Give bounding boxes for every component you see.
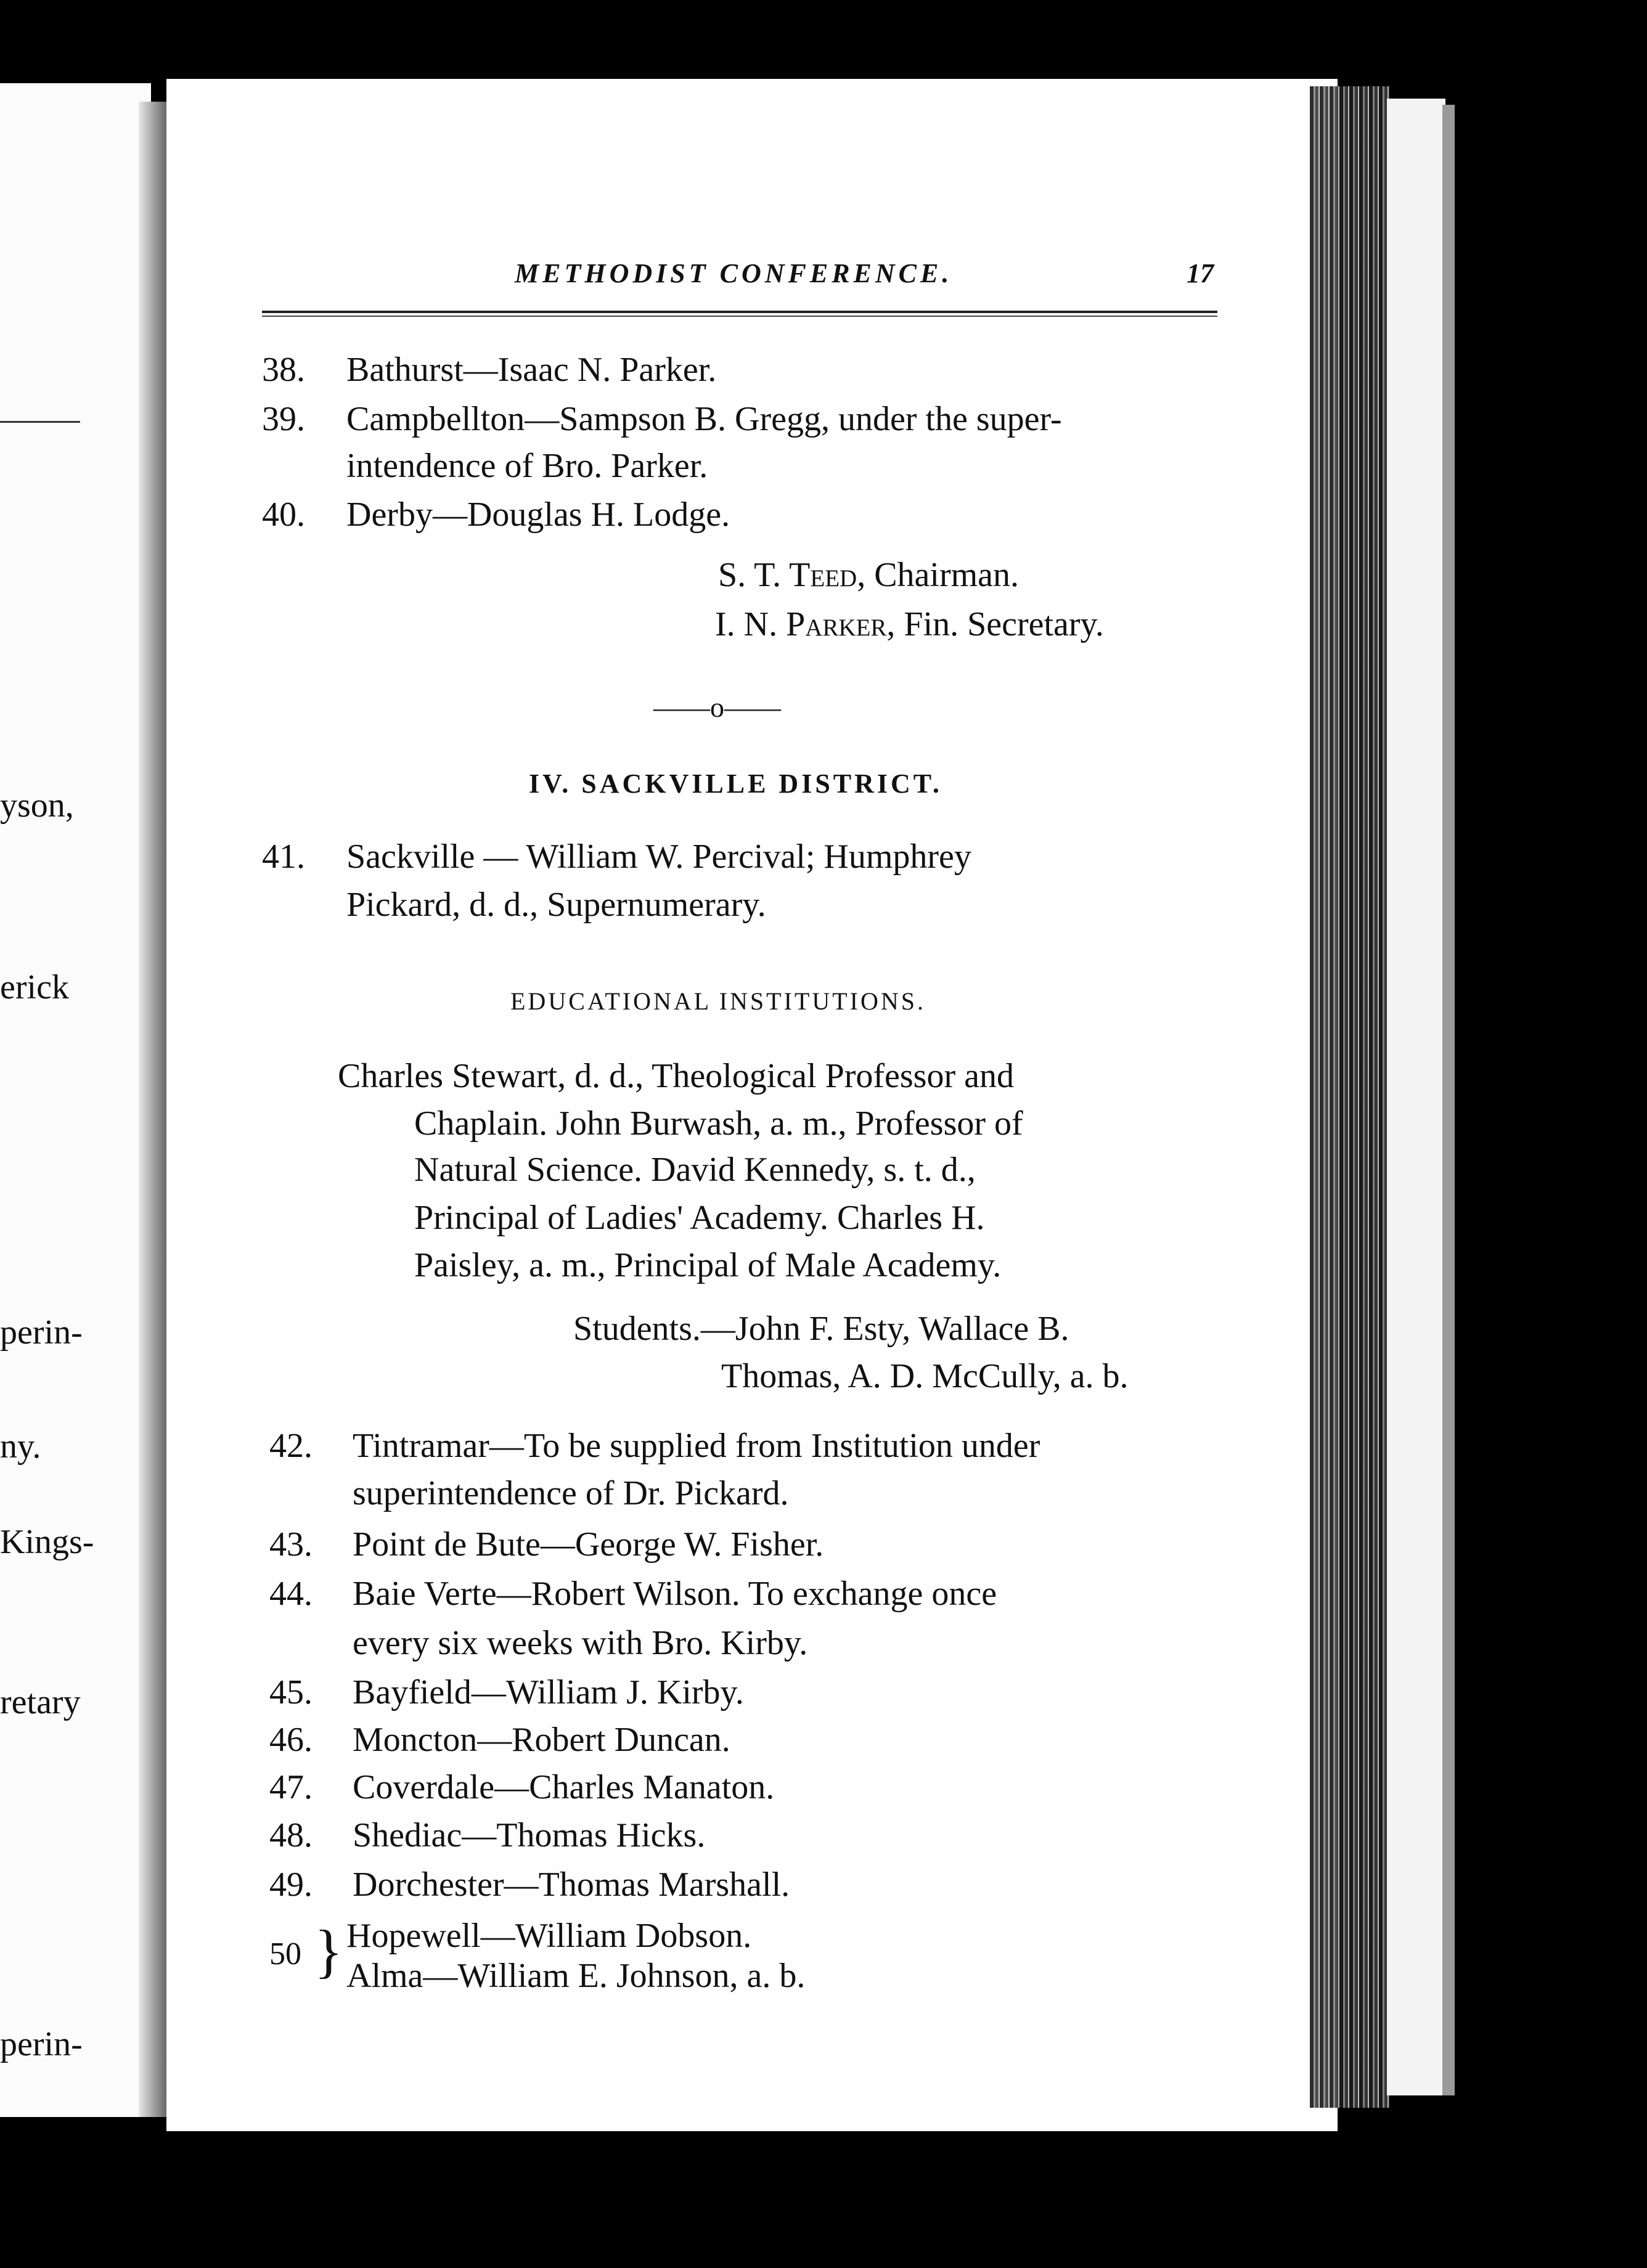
edu-paragraph-line: Paisley, a. m., Principal of Male Academy. bbox=[414, 1246, 1002, 1284]
edu-paragraph-line: Principal of Ladies' Academy. Charles H. bbox=[414, 1199, 985, 1237]
entry-number: 41. bbox=[262, 838, 305, 876]
entry-continuation: Pickard, d. d., Supernumerary. bbox=[346, 886, 766, 924]
entry-continuation: every six weeks with Bro. Kirby. bbox=[353, 1624, 808, 1662]
entry-text: Shediac—Thomas Hicks. bbox=[353, 1816, 706, 1854]
students-line: Thomas, A. D. McCully, a. b. bbox=[721, 1357, 1129, 1395]
entry-number: 48. bbox=[269, 1816, 313, 1854]
section-separator: ——o—— bbox=[653, 691, 781, 723]
entry-text: Alma—William E. Johnson, a. b. bbox=[346, 1957, 806, 1995]
running-header: METHODIST CONFERENCE. bbox=[515, 258, 953, 288]
entry-number: 38. bbox=[262, 351, 305, 389]
page-edge-shadow bbox=[1442, 105, 1455, 2095]
entry-text: Dorchester—Thomas Marshall. bbox=[353, 1866, 790, 1904]
entry-text: Hopewell—William Dobson. bbox=[346, 1917, 752, 1955]
entry-text: Derby—Douglas H. Lodge. bbox=[346, 496, 730, 534]
entry-text: Bathurst—Isaac N. Parker. bbox=[346, 351, 717, 389]
entry-number: 49. bbox=[269, 1866, 313, 1904]
entry-number: 40. bbox=[262, 496, 305, 534]
signature-chairman: S. T. Teed, Chairman. bbox=[718, 556, 1020, 594]
page-edge-texture bbox=[1310, 86, 1390, 2108]
entry-text: Campbellton—Sampson B. Gregg, under the super- bbox=[346, 400, 1062, 438]
left-fragment: yson, bbox=[0, 786, 74, 825]
edu-paragraph-line: Chaplain. John Burwash, a. m., Professor of bbox=[414, 1104, 1023, 1143]
left-page bbox=[0, 83, 151, 2117]
entry-number: 46. bbox=[269, 1721, 313, 1759]
edu-paragraph-line: Charles Stewart, d. d., Theological Professor and bbox=[338, 1057, 1014, 1095]
entry-continuation: superintendence of Dr. Pickard. bbox=[353, 1474, 789, 1512]
edu-paragraph-line: Natural Science. David Kennedy, s. t. d., bbox=[414, 1151, 976, 1189]
header-rule bbox=[262, 316, 1217, 317]
left-fragment: ny. bbox=[0, 1427, 41, 1466]
entry-number: 44. bbox=[269, 1575, 313, 1613]
entry-text: Point de Bute—George W. Fisher. bbox=[353, 1525, 824, 1564]
left-fragment: Kings- bbox=[0, 1523, 94, 1561]
left-fragment: erick bbox=[0, 968, 69, 1006]
left-fragment: perin- bbox=[0, 1313, 83, 1352]
signature-secretary: I. N. Parker, Fin. Secretary. bbox=[715, 605, 1104, 643]
students-line: Students.—John F. Esty, Wallace B. bbox=[573, 1310, 1069, 1348]
header-rule bbox=[262, 311, 1217, 313]
entry-number: 39. bbox=[262, 400, 305, 438]
entry-continuation: intendence of Bro. Parker. bbox=[346, 447, 708, 485]
page-edge-margin bbox=[1387, 99, 1445, 2095]
entry-text: Moncton—Robert Duncan. bbox=[353, 1721, 730, 1759]
entry-number: 47. bbox=[269, 1768, 313, 1806]
left-fragment: retary bbox=[0, 1683, 81, 1721]
entry-text: Bayfield—William J. Kirby. bbox=[353, 1673, 744, 1711]
edu-heading: EDUCATIONAL INSTITUTIONS. bbox=[510, 987, 926, 1015]
entry-number: 42. bbox=[269, 1427, 313, 1465]
brace-glyph: } bbox=[314, 1918, 343, 1984]
district-heading: IV. SACKVILLE DISTRICT. bbox=[529, 769, 942, 799]
left-fragment: perin- bbox=[0, 2025, 83, 2063]
entry-text: Sackville — William W. Percival; Humphrey bbox=[346, 838, 971, 876]
left-page-rule bbox=[0, 421, 80, 423]
entry-text: Coverdale—Charles Manaton. bbox=[353, 1768, 775, 1806]
entry-number: 43. bbox=[269, 1525, 313, 1564]
entry-text: Tintramar—To be supplied from Institution under bbox=[353, 1427, 1040, 1465]
entry-text: Baie Verte—Robert Wilson. To exchange once bbox=[353, 1575, 997, 1613]
page-number: 17 bbox=[1187, 258, 1214, 288]
entry-number: 45. bbox=[269, 1673, 313, 1711]
entry-number: 50 bbox=[269, 1936, 301, 1972]
